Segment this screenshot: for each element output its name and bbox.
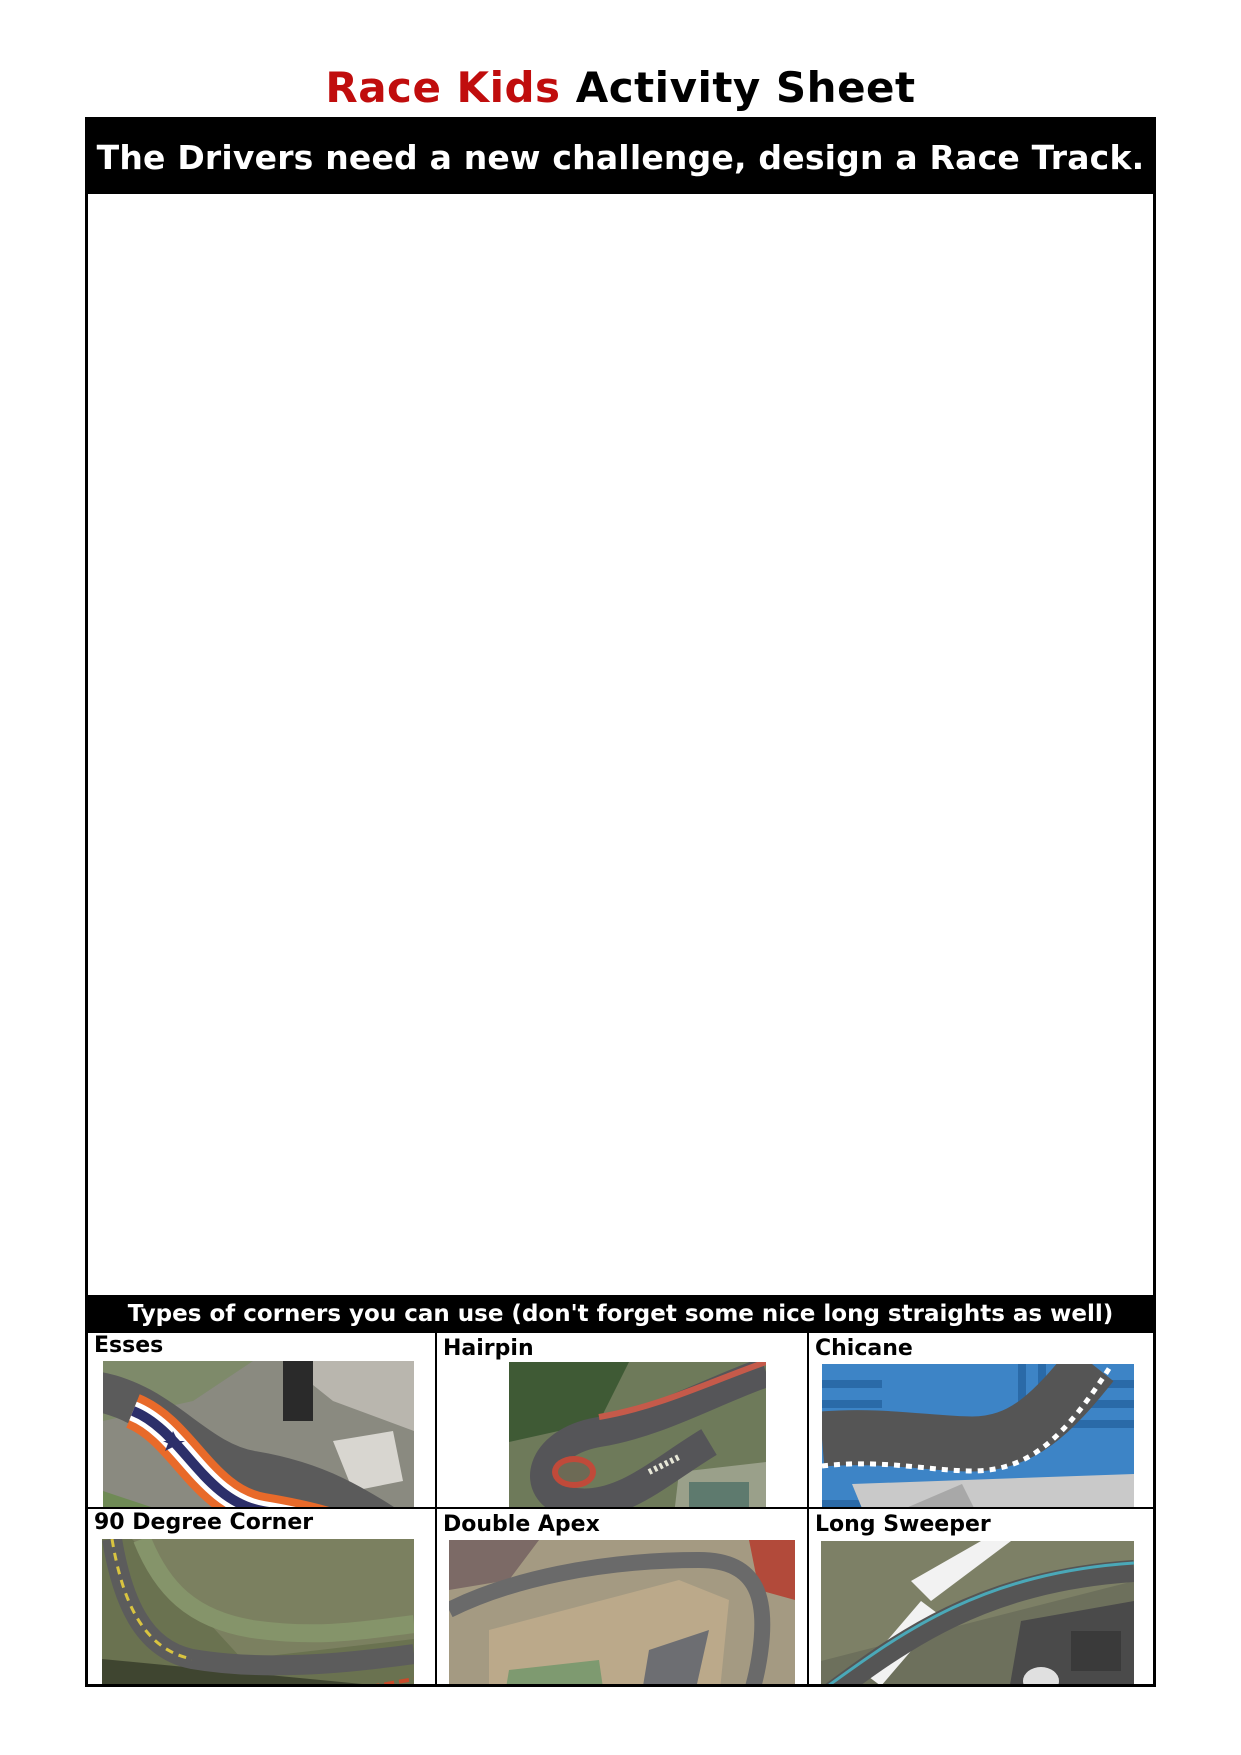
instruction-banner — [88, 120, 1153, 194]
page-title — [0, 62, 1241, 114]
track-drawing-area[interactable] — [88, 194, 1153, 1295]
corner-label-chicane: Chicane — [815, 1336, 913, 1361]
title-race-kids: Race Kids — [325, 63, 561, 112]
double-apex-aerial-photo — [449, 1540, 795, 1685]
corner-label-long-sweeper: Long Sweeper — [815, 1511, 991, 1537]
activity-sheet-frame — [85, 117, 1156, 1687]
corner-card-90-degree — [88, 1509, 437, 1685]
corner-card-esses — [88, 1333, 437, 1509]
chicane-aerial-photo — [822, 1364, 1134, 1509]
hairpin-aerial-photo — [509, 1362, 766, 1509]
corner-label-90-degree: 90 Degree Corner — [94, 1509, 314, 1535]
ninety-degree-corner-aerial-photo — [102, 1539, 414, 1685]
corner-label-hairpin: Hairpin — [443, 1336, 534, 1361]
corner-types-header — [88, 1295, 1153, 1333]
corner-card-double-apex — [437, 1509, 809, 1685]
corner-label-double-apex: Double Apex — [443, 1511, 600, 1537]
corner-card-chicane — [809, 1333, 1153, 1509]
esses-aerial-photo — [103, 1361, 414, 1509]
corner-card-hairpin — [437, 1333, 809, 1509]
corner-card-long-sweeper — [809, 1509, 1153, 1685]
corner-label-esses: Esses — [94, 1333, 164, 1358]
corner-types-text: Types of corners you can use (don't forget some nice long straights as well) — [127, 1301, 1114, 1327]
title-activity-sheet: Activity Sheet — [575, 63, 916, 112]
corner-types-grid — [88, 1333, 1153, 1684]
instruction-text: The Drivers need a new challenge, design a Race Track. — [96, 137, 1145, 177]
long-sweeper-aerial-photo — [821, 1541, 1134, 1685]
